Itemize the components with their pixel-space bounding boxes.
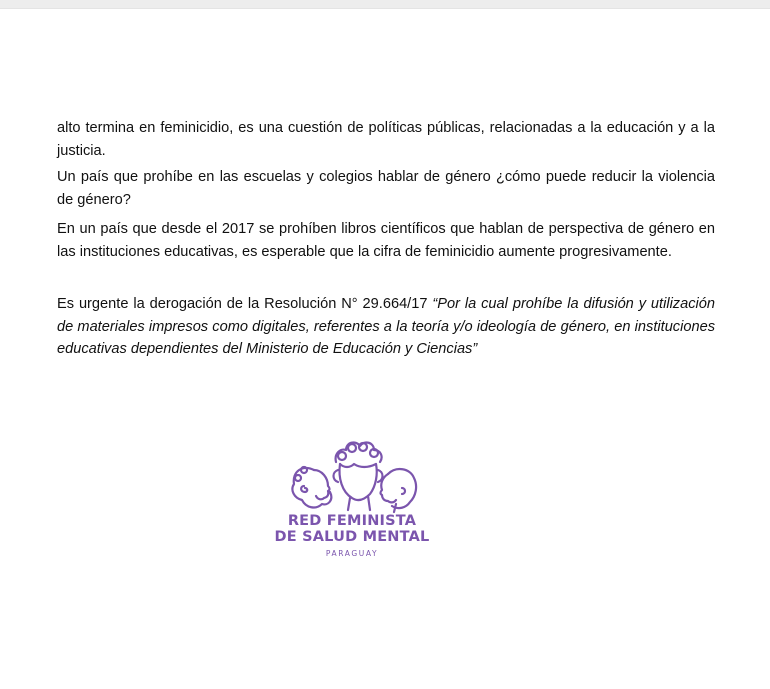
logo-country: PARAGUAY — [325, 549, 379, 558]
document-page — [0, 9, 770, 689]
paragraph-books-prohibited: En un país que desde el 2017 se prohíben libros científicos que hablan de perspectiva de género en las instituciones educativas, es esperable que la cifra de feminicidio aumente progresivamente. — [57, 221, 715, 260]
paragraph-feminicide-policy: alto termina en feminicidio, es una cuestión de políticas públicas, relacionadas a la educación y a la justicia. — [57, 120, 715, 159]
resolution-intro-text: Es urgente la derogación de la Resolución N° 29.664/17 — [57, 296, 433, 312]
resolution-quote-text: “Por la cual prohíbe la difusión y utilización de materiales impresos como digitales, referentes a la teoría y/o ideología de género, en instituciones educativas dependientes del Ministerio de Educación y Ciencias” — [57, 296, 715, 357]
logo-title-line2: DE SALUD MENTAL — [274, 529, 430, 545]
paragraph-resolution-repeal — [57, 293, 715, 361]
three-women-faces-icon — [284, 434, 420, 514]
logo-title-line1: RED FEMINISTA — [287, 513, 417, 529]
paragraph-gender-question: Un país que prohíbe en las escuelas y colegios hablar de género ¿cómo puede reducir la violencia de género? — [57, 169, 715, 208]
organization-logo — [272, 434, 432, 584]
viewer-top-bar — [0, 0, 770, 9]
